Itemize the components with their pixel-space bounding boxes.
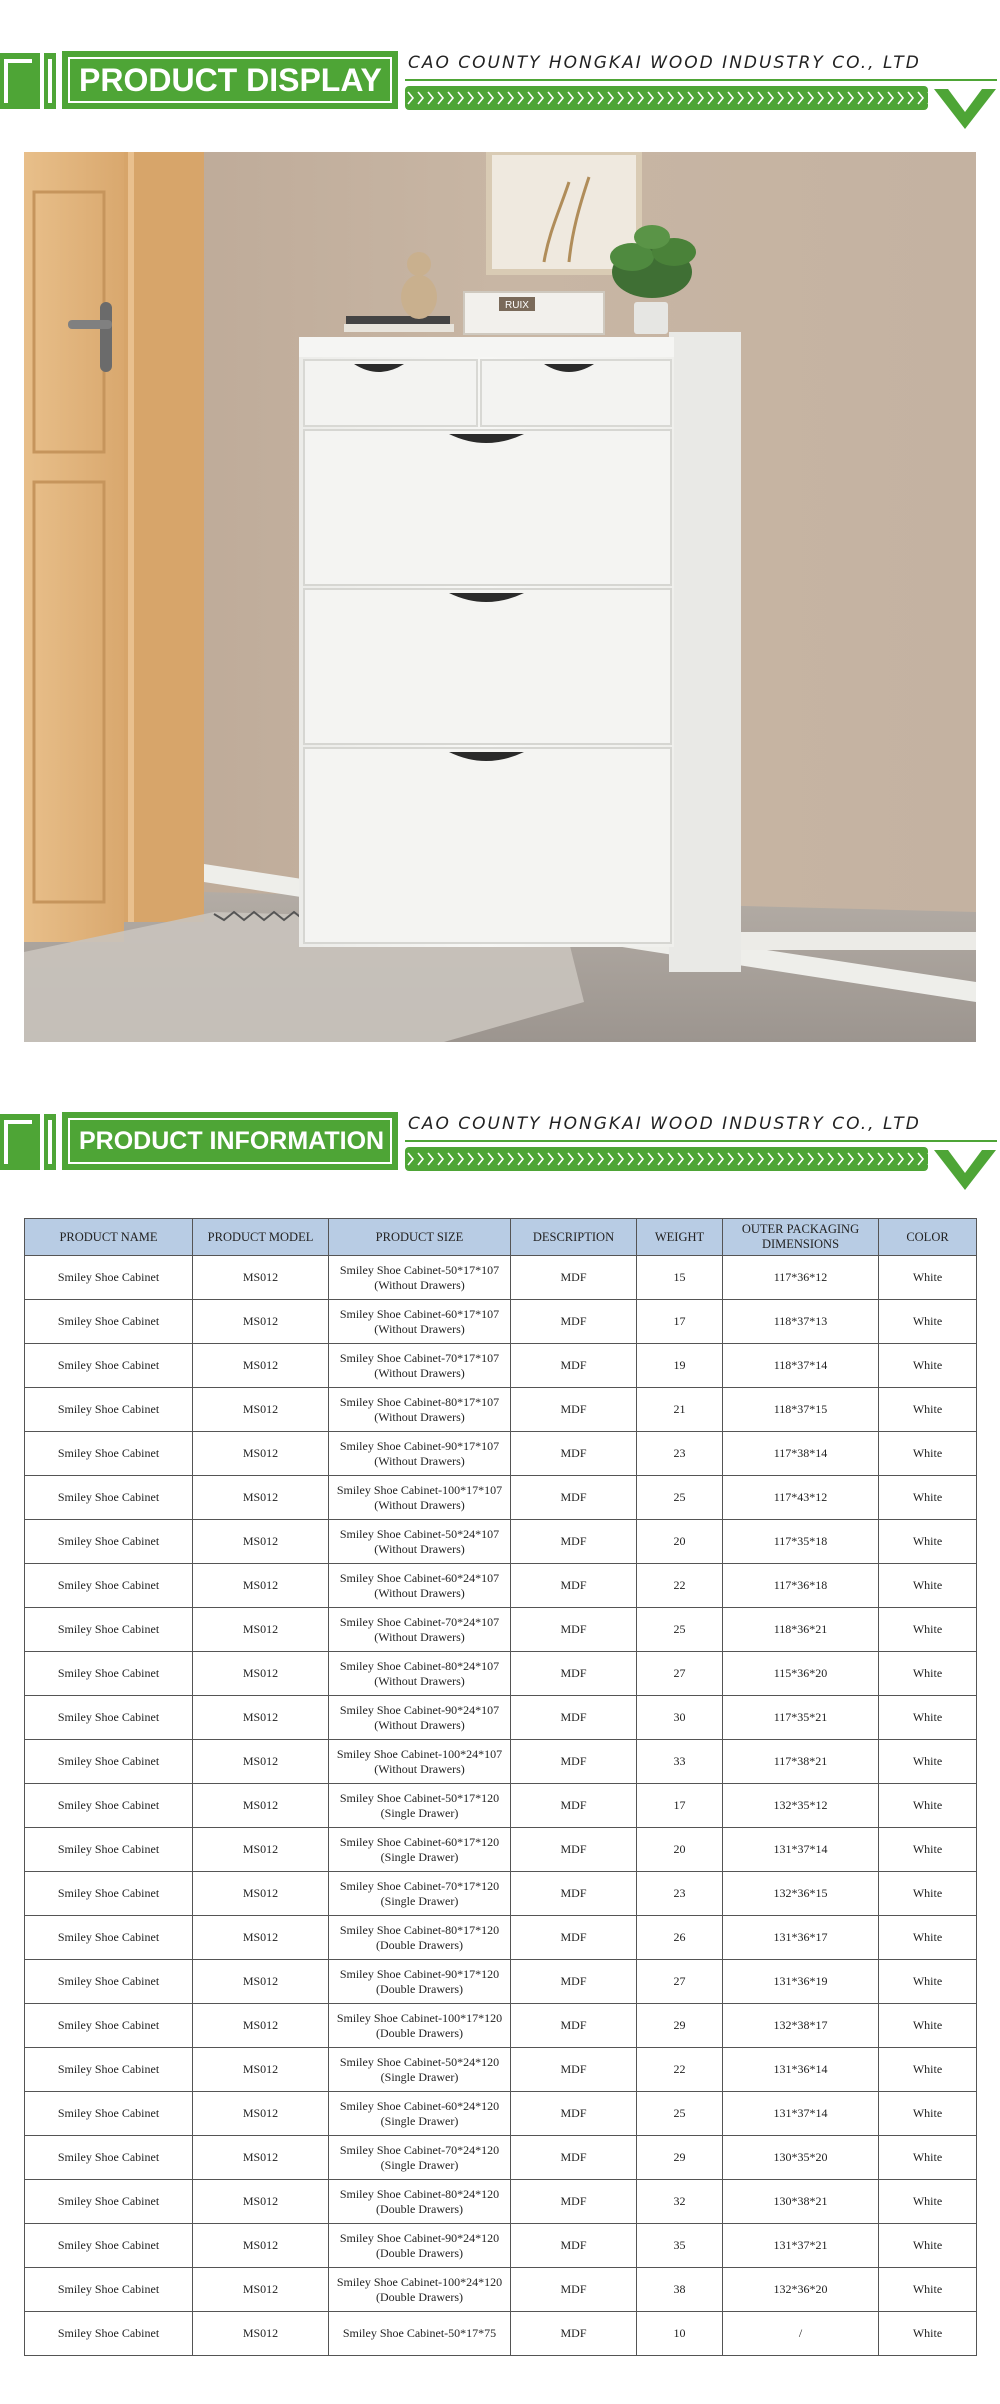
product-size-cell	[329, 1960, 511, 2004]
packaging-cell: 131*36*19	[723, 1960, 879, 2004]
product-size-cell	[329, 2092, 511, 2136]
description-cell: MDF	[511, 1564, 637, 1608]
product-name-cell: Smiley Shoe Cabinet	[25, 1388, 193, 1432]
product-size-cell	[329, 1872, 511, 1916]
size-text: Smiley Shoe Cabinet-80*24*107	[339, 1658, 500, 1673]
size-text: Smiley Shoe Cabinet-100*24*120	[336, 2274, 503, 2289]
product-model-cell: MS012	[193, 1960, 329, 2004]
product-size-cell	[329, 1784, 511, 1828]
description-cell: MDF	[511, 1432, 637, 1476]
product-name-cell: Smiley Shoe Cabinet	[25, 2180, 193, 2224]
product-name-cell: Smiley Shoe Cabinet	[25, 2224, 193, 2268]
table-row	[25, 1828, 977, 1872]
size-note: (Single Drawer)	[380, 1893, 459, 1908]
color-cell: White	[879, 1256, 977, 1300]
product-size-cell	[329, 1256, 511, 1300]
product-model-cell: MS012	[193, 1916, 329, 1960]
size-text: Smiley Shoe Cabinet-50*17*75	[342, 2326, 497, 2340]
packaging-cell: 130*35*20	[723, 2136, 879, 2180]
table-row	[25, 1344, 977, 1388]
description-cell: MDF	[511, 1784, 637, 1828]
table-row	[25, 1960, 977, 2004]
packaging-cell: 131*37*14	[723, 1828, 879, 1872]
description-cell: MDF	[511, 1300, 637, 1344]
color-cell: White	[879, 1916, 977, 1960]
color-cell: White	[879, 1872, 977, 1916]
product-size-cell	[329, 1652, 511, 1696]
product-name-cell: Smiley Shoe Cabinet	[25, 1872, 193, 1916]
weight-cell: 29	[637, 2004, 723, 2048]
size-note: (Double Drawers)	[376, 2289, 463, 2304]
size-text: Smiley Shoe Cabinet-60*24*120	[339, 2098, 500, 2113]
size-note: (Without Drawers)	[374, 1321, 465, 1336]
header-divider	[405, 79, 997, 81]
size-note: (Without Drawers)	[374, 1453, 465, 1468]
weight-cell: 19	[637, 1344, 723, 1388]
description-cell: MDF	[511, 2092, 637, 2136]
weight-cell: 17	[637, 1784, 723, 1828]
product-size-cell	[329, 2312, 511, 2356]
description-cell: MDF	[511, 1256, 637, 1300]
size-note: (Double Drawers)	[376, 1981, 463, 1996]
weight-cell: 32	[637, 2180, 723, 2224]
product-model-cell: MS012	[193, 2268, 329, 2312]
product-model-cell: MS012	[193, 1784, 329, 1828]
weight-cell: 22	[637, 2048, 723, 2092]
description-cell: MDF	[511, 1388, 637, 1432]
product-size-cell	[329, 1476, 511, 1520]
color-cell: White	[879, 1344, 977, 1388]
packaging-cell: 131*37*14	[723, 2092, 879, 2136]
shoe-cabinet-image	[24, 152, 976, 1042]
chevron-down-icon	[934, 85, 996, 129]
product-size-cell	[329, 2048, 511, 2092]
product-name-cell: Smiley Shoe Cabinet	[25, 1564, 193, 1608]
weight-cell: 17	[637, 1300, 723, 1344]
product-size-cell	[329, 1520, 511, 1564]
product-model-cell: MS012	[193, 2048, 329, 2092]
color-cell: White	[879, 1828, 977, 1872]
column-header: PRODUCT NAME	[25, 1219, 193, 1256]
chevron-pattern-icon	[405, 86, 928, 110]
packaging-cell: /	[723, 2312, 879, 2356]
weight-cell: 20	[637, 1828, 723, 1872]
description-cell: MDF	[511, 1696, 637, 1740]
column-header: PRODUCT SIZE	[329, 1219, 511, 1256]
packaging-cell: 117*36*12	[723, 1256, 879, 1300]
size-text: Smiley Shoe Cabinet-70*17*107	[339, 1350, 500, 1365]
header-decor-bar	[44, 1114, 56, 1170]
table-row	[25, 2092, 977, 2136]
size-text: Smiley Shoe Cabinet-90*24*120	[339, 2230, 500, 2245]
color-cell: White	[879, 1432, 977, 1476]
table-row	[25, 2136, 977, 2180]
size-text: Smiley Shoe Cabinet-70*24*107	[339, 1614, 500, 1629]
product-model-cell: MS012	[193, 2312, 329, 2356]
description-cell: MDF	[511, 2004, 637, 2048]
product-model-cell: MS012	[193, 1872, 329, 1916]
chevron-down-icon	[934, 1146, 996, 1190]
packaging-cell: 118*36*21	[723, 1608, 879, 1652]
size-text: Smiley Shoe Cabinet-60*17*120	[339, 1834, 500, 1849]
packaging-cell: 117*43*12	[723, 1476, 879, 1520]
description-cell: MDF	[511, 2180, 637, 2224]
product-model-cell: MS012	[193, 1256, 329, 1300]
size-text: Smiley Shoe Cabinet-60*24*107	[339, 1570, 500, 1585]
product-name-cell: Smiley Shoe Cabinet	[25, 1608, 193, 1652]
size-text: Smiley Shoe Cabinet-70*24*120	[339, 2142, 500, 2157]
table-row	[25, 2312, 977, 2356]
color-cell: White	[879, 2048, 977, 2092]
size-note: (Double Drawers)	[376, 2201, 463, 2216]
color-cell: White	[879, 1652, 977, 1696]
weight-cell: 27	[637, 1652, 723, 1696]
size-text: Smiley Shoe Cabinet-50*24*120	[339, 2054, 500, 2069]
weight-cell: 15	[637, 1256, 723, 1300]
size-note: (Without Drawers)	[374, 1717, 465, 1732]
description-cell: MDF	[511, 1828, 637, 1872]
size-text: Smiley Shoe Cabinet-80*17*107	[339, 1394, 500, 1409]
table-row	[25, 2224, 977, 2268]
table-row	[25, 1388, 977, 1432]
table-row	[25, 1256, 977, 1300]
size-text: Smiley Shoe Cabinet-100*17*107	[336, 1482, 503, 1497]
size-text: Smiley Shoe Cabinet-60*17*107	[339, 1306, 500, 1321]
product-size-cell	[329, 1432, 511, 1476]
packaging-cell: 132*36*20	[723, 2268, 879, 2312]
product-model-cell: MS012	[193, 1564, 329, 1608]
weight-cell: 25	[637, 1476, 723, 1520]
product-name-cell: Smiley Shoe Cabinet	[25, 1696, 193, 1740]
color-cell: White	[879, 2180, 977, 2224]
packaging-cell: 132*36*15	[723, 1872, 879, 1916]
table-row	[25, 1740, 977, 1784]
table-row	[25, 1608, 977, 1652]
product-model-cell: MS012	[193, 1476, 329, 1520]
weight-cell: 21	[637, 1388, 723, 1432]
product-model-cell: MS012	[193, 1300, 329, 1344]
packaging-cell: 118*37*15	[723, 1388, 879, 1432]
table-row	[25, 2268, 977, 2312]
weight-cell: 27	[637, 1960, 723, 2004]
description-cell: MDF	[511, 1344, 637, 1388]
column-header: PRODUCT MODEL	[193, 1219, 329, 1256]
header-decor-bar	[0, 53, 40, 109]
description-cell: MDF	[511, 1476, 637, 1520]
size-text: Smiley Shoe Cabinet-90*17*107	[339, 1438, 500, 1453]
packaging-cell: 131*36*17	[723, 1916, 879, 1960]
size-note: (Without Drawers)	[374, 1629, 465, 1644]
product-size-cell	[329, 1564, 511, 1608]
table-row	[25, 1432, 977, 1476]
product-name-cell: Smiley Shoe Cabinet	[25, 2004, 193, 2048]
table-row	[25, 2180, 977, 2224]
weight-cell: 25	[637, 1608, 723, 1652]
product-model-cell: MS012	[193, 2224, 329, 2268]
weight-cell: 33	[637, 1740, 723, 1784]
size-note: (Without Drawers)	[374, 1673, 465, 1688]
packaging-cell: 117*38*21	[723, 1740, 879, 1784]
table-body	[25, 1256, 977, 2356]
packaging-cell: 117*38*14	[723, 1432, 879, 1476]
product-name-cell: Smiley Shoe Cabinet	[25, 1740, 193, 1784]
description-cell: MDF	[511, 1608, 637, 1652]
table-row	[25, 1300, 977, 1344]
color-cell: White	[879, 1740, 977, 1784]
description-cell: MDF	[511, 1652, 637, 1696]
product-information-header	[0, 1106, 1000, 1206]
size-text: Smiley Shoe Cabinet-80*24*120	[339, 2186, 500, 2201]
weight-cell: 10	[637, 2312, 723, 2356]
product-size-cell	[329, 2004, 511, 2048]
chevron-band	[405, 86, 928, 110]
product-model-cell: MS012	[193, 2180, 329, 2224]
size-note: (Without Drawers)	[374, 1761, 465, 1776]
column-header: OUTER PACKAGING DIMENSIONS	[723, 1219, 879, 1256]
weight-cell: 38	[637, 2268, 723, 2312]
product-display-header	[0, 45, 1000, 145]
product-size-cell	[329, 1388, 511, 1432]
table-row	[25, 1872, 977, 1916]
product-size-cell	[329, 1300, 511, 1344]
color-cell: White	[879, 1388, 977, 1432]
product-size-cell	[329, 1696, 511, 1740]
size-note: (Without Drawers)	[374, 1409, 465, 1424]
packaging-cell: 132*35*12	[723, 1784, 879, 1828]
color-cell: White	[879, 1564, 977, 1608]
product-size-cell	[329, 1608, 511, 1652]
weight-cell: 22	[637, 1564, 723, 1608]
packaging-cell: 117*35*21	[723, 1696, 879, 1740]
size-note: (Single Drawer)	[380, 1805, 459, 1820]
weight-cell: 23	[637, 1872, 723, 1916]
product-name-cell: Smiley Shoe Cabinet	[25, 1300, 193, 1344]
product-size-cell	[329, 2180, 511, 2224]
description-cell: MDF	[511, 2312, 637, 2356]
table-row	[25, 2048, 977, 2092]
product-model-cell: MS012	[193, 2092, 329, 2136]
product-name-cell: Smiley Shoe Cabinet	[25, 1256, 193, 1300]
packaging-cell: 131*37*21	[723, 2224, 879, 2268]
product-model-cell: MS012	[193, 2136, 329, 2180]
color-cell: White	[879, 1520, 977, 1564]
chevron-pattern-icon	[405, 1147, 928, 1171]
color-cell: White	[879, 1784, 977, 1828]
size-note: (Single Drawer)	[380, 2157, 459, 2172]
header-divider	[405, 1140, 997, 1142]
color-cell: White	[879, 1476, 977, 1520]
product-name-cell: Smiley Shoe Cabinet	[25, 1520, 193, 1564]
product-name-cell: Smiley Shoe Cabinet	[25, 1476, 193, 1520]
color-cell: White	[879, 2224, 977, 2268]
product-model-cell: MS012	[193, 1828, 329, 1872]
size-text: Smiley Shoe Cabinet-50*24*107	[339, 1526, 500, 1541]
table-header-row	[25, 1219, 977, 1256]
description-cell: MDF	[511, 2268, 637, 2312]
description-cell: MDF	[511, 1872, 637, 1916]
size-text: Smiley Shoe Cabinet-70*17*120	[339, 1878, 500, 1893]
product-size-cell	[329, 1916, 511, 1960]
section-title: PRODUCT INFORMATION	[79, 1127, 385, 1155]
size-text: Smiley Shoe Cabinet-90*17*120	[339, 1966, 500, 1981]
description-cell: MDF	[511, 2224, 637, 2268]
product-size-cell	[329, 2268, 511, 2312]
table-row	[25, 1652, 977, 1696]
color-cell: White	[879, 1300, 977, 1344]
product-name-cell: Smiley Shoe Cabinet	[25, 2092, 193, 2136]
product-model-cell: MS012	[193, 1740, 329, 1784]
color-cell: White	[879, 2092, 977, 2136]
size-text: Smiley Shoe Cabinet-50*17*120	[339, 1790, 500, 1805]
product-size-cell	[329, 1740, 511, 1784]
table-row	[25, 1696, 977, 1740]
product-name-cell: Smiley Shoe Cabinet	[25, 1344, 193, 1388]
packaging-cell: 131*36*14	[723, 2048, 879, 2092]
product-name-cell: Smiley Shoe Cabinet	[25, 2268, 193, 2312]
color-cell: White	[879, 1960, 977, 2004]
weight-cell: 20	[637, 1520, 723, 1564]
color-cell: White	[879, 1608, 977, 1652]
description-cell: MDF	[511, 2048, 637, 2092]
packaging-cell: 115*36*20	[723, 1652, 879, 1696]
packaging-cell: 117*36*18	[723, 1564, 879, 1608]
size-note: (Single Drawer)	[380, 2069, 459, 2084]
product-model-cell: MS012	[193, 1608, 329, 1652]
column-header: WEIGHT	[637, 1219, 723, 1256]
product-name-cell: Smiley Shoe Cabinet	[25, 2136, 193, 2180]
packaging-cell: 118*37*13	[723, 1300, 879, 1344]
weight-cell: 26	[637, 1916, 723, 1960]
packaging-cell: 117*35*18	[723, 1520, 879, 1564]
product-name-cell: Smiley Shoe Cabinet	[25, 1432, 193, 1476]
column-header: DESCRIPTION	[511, 1219, 637, 1256]
product-size-cell	[329, 2224, 511, 2268]
weight-cell: 30	[637, 1696, 723, 1740]
product-model-cell: MS012	[193, 1388, 329, 1432]
description-cell: MDF	[511, 2136, 637, 2180]
size-text: Smiley Shoe Cabinet-50*17*107	[339, 1262, 500, 1277]
weight-cell: 29	[637, 2136, 723, 2180]
weight-cell: 35	[637, 2224, 723, 2268]
description-cell: MDF	[511, 1740, 637, 1784]
column-header: COLOR	[879, 1219, 977, 1256]
table-row	[25, 1520, 977, 1564]
chevron-band	[405, 1147, 928, 1171]
product-name-cell: Smiley Shoe Cabinet	[25, 1784, 193, 1828]
packaging-cell: 130*38*21	[723, 2180, 879, 2224]
product-info-table	[24, 1218, 977, 2356]
table-row	[25, 1916, 977, 1960]
product-size-cell	[329, 1828, 511, 1872]
size-note: (Single Drawer)	[380, 2113, 459, 2128]
product-name-cell: Smiley Shoe Cabinet	[25, 1916, 193, 1960]
weight-cell: 25	[637, 2092, 723, 2136]
description-cell: MDF	[511, 1916, 637, 1960]
table-row	[25, 2004, 977, 2048]
packaging-cell: 118*37*14	[723, 1344, 879, 1388]
description-cell: MDF	[511, 1520, 637, 1564]
size-text: Smiley Shoe Cabinet-100*24*107	[336, 1746, 503, 1761]
product-photo	[24, 152, 976, 1042]
size-text: Smiley Shoe Cabinet-90*24*107	[339, 1702, 500, 1717]
size-text: Smiley Shoe Cabinet-100*17*120	[336, 2010, 503, 2025]
product-model-cell: MS012	[193, 1432, 329, 1476]
table-row	[25, 1784, 977, 1828]
color-cell: White	[879, 2004, 977, 2048]
color-cell: White	[879, 2312, 977, 2356]
product-name-cell: Smiley Shoe Cabinet	[25, 2312, 193, 2356]
size-note: (Double Drawers)	[376, 2245, 463, 2260]
company-name: CAO COUNTY HONGKAI WOOD INDUSTRY CO., LTD	[408, 53, 921, 73]
size-note: (Single Drawer)	[380, 1849, 459, 1864]
size-note: (Double Drawers)	[376, 2025, 463, 2040]
product-size-cell	[329, 2136, 511, 2180]
packaging-cell: 132*38*17	[723, 2004, 879, 2048]
product-name-cell: Smiley Shoe Cabinet	[25, 1960, 193, 2004]
product-model-cell: MS012	[193, 1696, 329, 1740]
size-text: Smiley Shoe Cabinet-80*17*120	[339, 1922, 500, 1937]
product-size-cell	[329, 1344, 511, 1388]
size-note: (Without Drawers)	[374, 1541, 465, 1556]
product-name-cell: Smiley Shoe Cabinet	[25, 2048, 193, 2092]
header-decor-bar	[44, 53, 56, 109]
section-title: PRODUCT DISPLAY	[79, 62, 382, 98]
box-label: RUIX	[505, 300, 529, 311]
size-note: (Without Drawers)	[374, 1277, 465, 1292]
color-cell: White	[879, 2268, 977, 2312]
weight-cell: 23	[637, 1432, 723, 1476]
color-cell: White	[879, 1696, 977, 1740]
section-title-box	[62, 51, 398, 109]
table-row	[25, 1564, 977, 1608]
product-model-cell: MS012	[193, 2004, 329, 2048]
size-note: (Double Drawers)	[376, 1937, 463, 1952]
size-note: (Without Drawers)	[374, 1497, 465, 1512]
size-note: (Without Drawers)	[374, 1585, 465, 1600]
product-name-cell: Smiley Shoe Cabinet	[25, 1828, 193, 1872]
company-name: CAO COUNTY HONGKAI WOOD INDUSTRY CO., LTD	[408, 1114, 921, 1134]
product-model-cell: MS012	[193, 1652, 329, 1696]
product-model-cell: MS012	[193, 1520, 329, 1564]
header-decor-bar	[0, 1114, 40, 1170]
product-model-cell: MS012	[193, 1344, 329, 1388]
description-cell: MDF	[511, 1960, 637, 2004]
product-name-cell: Smiley Shoe Cabinet	[25, 1652, 193, 1696]
section-title-box	[62, 1112, 398, 1170]
table-row	[25, 1476, 977, 1520]
size-note: (Without Drawers)	[374, 1365, 465, 1380]
color-cell: White	[879, 2136, 977, 2180]
